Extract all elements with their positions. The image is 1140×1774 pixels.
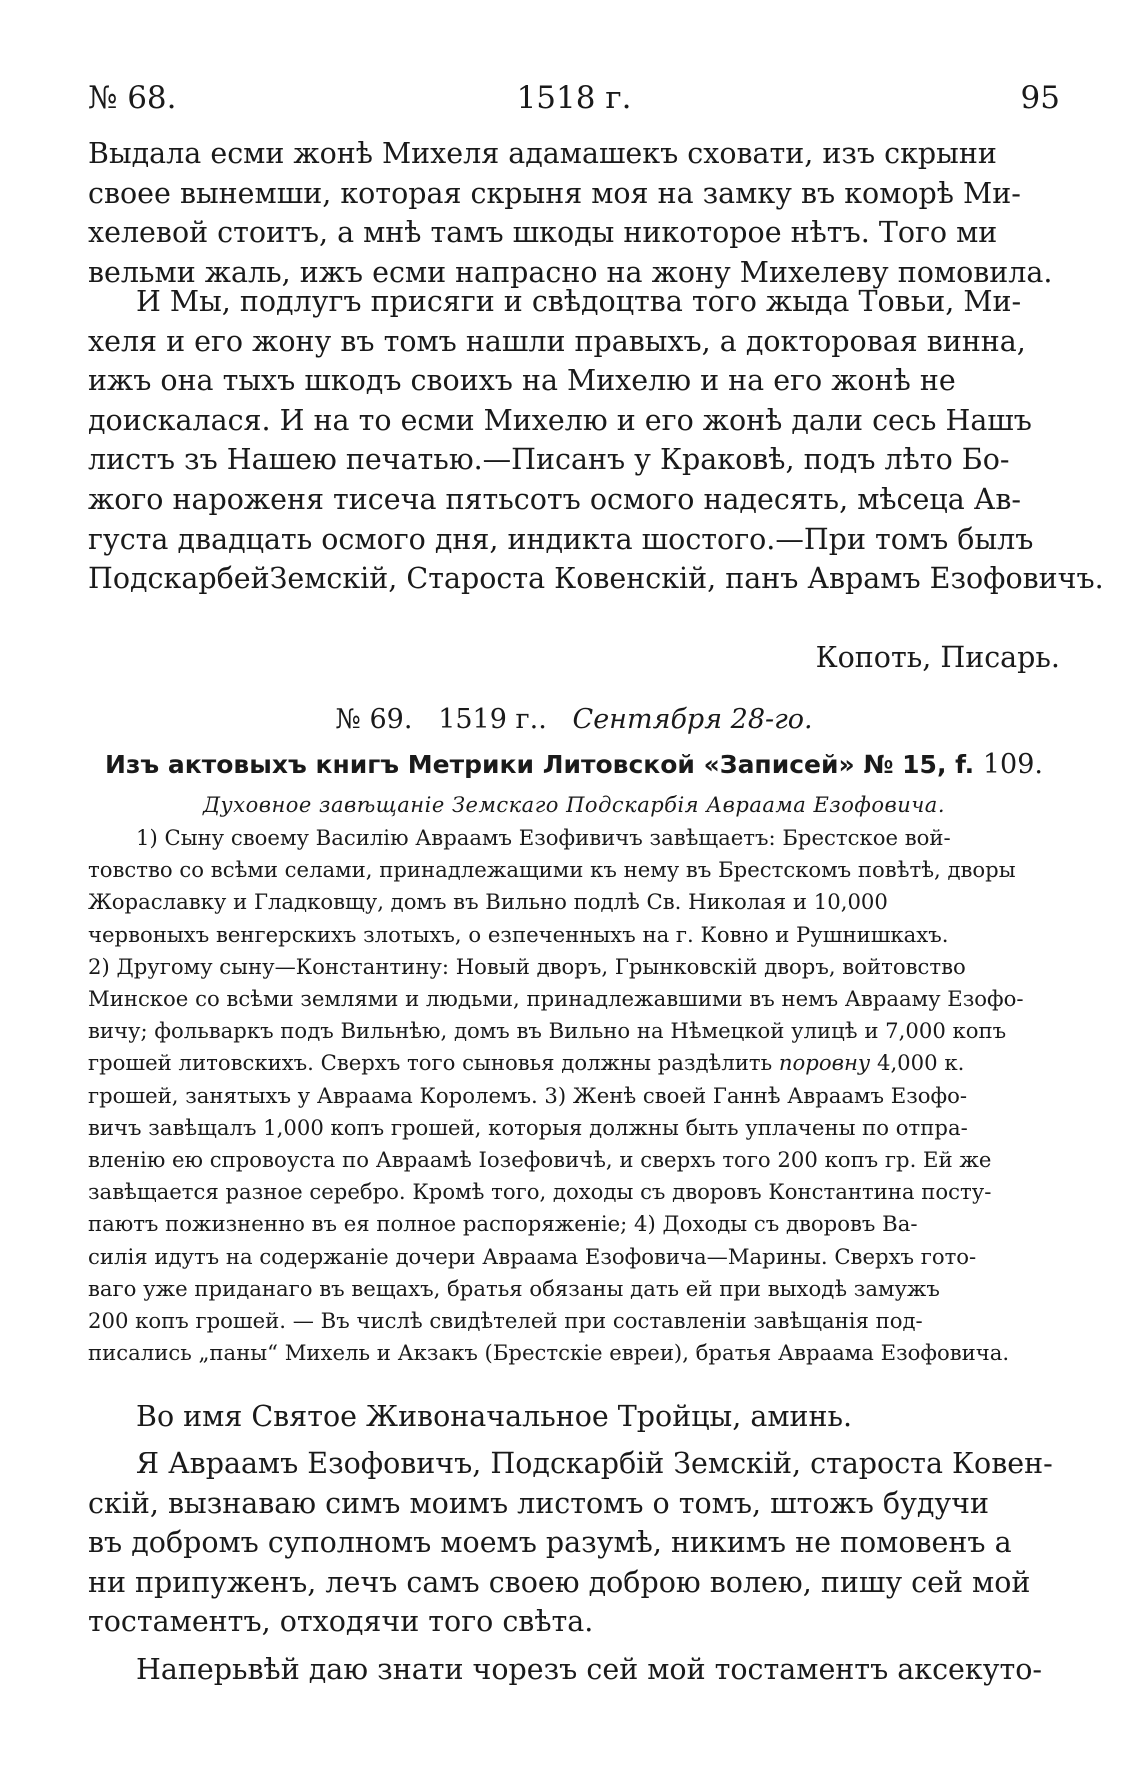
regest-line: 2) Другому сыну—Константину: Новый дворъ, Грынковскій дворъ, войтовство — [88, 953, 966, 979]
source-text: Изъ актовыхъ книгъ Метрики Литовской «Записей» № 15, f. — [104, 750, 975, 779]
regest-line: вленію ею спровоуста по Авраамѣ Іозефовичѣ, и сверхъ того 200 копъ гр. Ей же — [88, 1147, 992, 1173]
emphasis-text: поровну — [778, 1050, 871, 1076]
regest-line: ваго уже приданаго въ вещахъ, братья обязаны дать ей при выходѣ замужъ — [88, 1275, 940, 1301]
regest-line: Минское со всѣми землями и людьми, принадлежавшими въ немъ Аврааму Езофо- — [88, 986, 1024, 1012]
regest-line: грошей, занятыхъ у Авраама Королемъ. 3) Женѣ своей Ганнѣ Авраамъ Езофо- — [88, 1082, 968, 1108]
header-year: 1518 г. — [516, 80, 632, 116]
subtitle-text: Духовное завѣщаніе Земскаго Подскарбія Авраама Езофовича. — [202, 793, 945, 817]
regest-line: писались „паны“ Михель и Акзакъ (Брестскіе евреи), братья Авраама Езофовича. — [88, 1340, 1010, 1366]
paragraph-5 — [88, 1650, 1060, 1690]
header-document-number: № 68. — [88, 80, 177, 116]
regest-line: вичу; фольваркъ подъ Вильнѣю, домъ въ Вильно на Нѣмецкой улицѣ и 7,000 копъ — [88, 1018, 1007, 1044]
document-subtitle — [88, 790, 1060, 820]
text-line: ПодскарбейЗемскій, Староста Ковенскій, панъ Аврамъ Езофовичъ. — [88, 562, 1104, 596]
text-line: хелевой стоитъ, а мнѣ тамъ шкоды никоторое нѣтъ. Того ми — [88, 216, 998, 250]
document-heading — [88, 700, 1060, 740]
text-line: ижъ она тыхъ шкодъ своихъ на Михелю и на его жонѣ не — [88, 364, 956, 398]
text-line: Во имя Святое Живоначальное Тройцы, аминь. — [136, 1400, 853, 1433]
regest-line: паютъ пожизненно въ ея полное распоряженіе; 4) Доходы съ дворовъ Ва- — [88, 1211, 918, 1237]
regest-text: 4,000 к. — [876, 1050, 965, 1076]
regest-line: 1) Сыну своему Василію Авраамъ Езофивичъ завѣщаетъ: Брестское вой- — [136, 825, 951, 850]
regest-line: вичъ завѣщалъ 1,000 копъ грошей, которыя должны быть уплачены по отпра- — [88, 1114, 968, 1140]
regest-line: силія идутъ на содержаніе дочери Авраама Езофовича—Марины. Сверхъ гото- — [88, 1243, 977, 1269]
text-line: своее вынемши, которая скрыня моя на замку въ коморѣ Ми- — [88, 176, 1021, 210]
signature-text: Копоть, Писарь. — [815, 641, 1060, 674]
regest-line: товство со всѣми селами, принадлежащими къ нему въ Брестскомъ повѣтѣ, дворы — [88, 857, 1016, 883]
text-line: скій, вызнаваю симъ моимъ листомъ о томъ, штожъ будучи — [88, 1486, 989, 1520]
text-line: тостаментъ, отходячи того свѣта. — [88, 1605, 594, 1639]
paragraph-1 — [88, 134, 1060, 292]
text-line: вельми жаль, ижъ есми напрасно на жону Михелеву помовила. — [88, 255, 1053, 289]
regest-text: грошей литовскихъ. Сверхъ того сыновья должны раздѣлить — [88, 1050, 773, 1076]
regest-line — [88, 1047, 1060, 1079]
document-year: 1519 г.. — [438, 704, 547, 735]
regest-summary — [88, 822, 1060, 1369]
signature — [88, 638, 1060, 678]
text-line: И Мы, подлугъ присяги и свѣдоцтва того жыда Товьи, Ми- — [136, 285, 1022, 318]
paragraph-2 — [88, 282, 1104, 599]
page-number: 95 — [1020, 80, 1060, 116]
text-line: хеля и его жону въ томъ нашли правыхъ, а докторовая винна, — [88, 324, 1026, 358]
text-line: жого нароженя тисеча пятьсотъ осмого надесять, мѣсеца Ав- — [88, 482, 1022, 516]
document-date: Сентября 28-го. — [572, 704, 813, 735]
text-line: листъ зъ Нашею печатью.—Писанъ у Краковѣ, подъ лѣто Бо- — [88, 443, 1010, 477]
folio-number: 109. — [982, 749, 1043, 780]
regest-line: Жораславку и Гладковщу, домъ въ Вильно подлѣ Св. Николая и 10,000 — [88, 889, 888, 915]
text-line: Наперьвѣй даю знати чорезъ сей мой тостаментъ аксекуто- — [136, 1653, 1043, 1686]
text-line: въ добромъ суполномъ моемъ разумѣ, никимъ не помовенъ а — [88, 1526, 1012, 1560]
text-line: густа двадцать осмого дня, индикта шостого.—При томъ былъ — [88, 522, 1034, 556]
page-header — [88, 72, 1060, 124]
text-line: доискалася. И на то есми Михелю и его жонѣ дали сесь Нашъ — [88, 403, 1032, 437]
regest-line: червоныхъ венгерскихъ злотыхъ, о езпеченныхъ на г. Ковно и Рушнишкахъ. — [88, 921, 949, 947]
source-reference — [88, 745, 1060, 785]
regest-line: завѣщается разное серебро. Кромѣ того, доходы съ дворовъ Константина посту- — [88, 1179, 992, 1205]
regest-line: 200 копъ грошей. — Въ числѣ свидѣтелей при составленіи завѣщанія под- — [88, 1308, 923, 1334]
text-line: ни припуженъ, лечъ самъ своею доброю волею, пишу сей мой — [88, 1565, 1031, 1599]
paragraph-4 — [88, 1444, 1060, 1642]
text-line: Выдала есми жонѣ Михеля адамашекъ сховати, изъ скрыни — [88, 137, 997, 170]
text-line: Я Авраамъ Езофовичъ, Подскарбій Земскій, староста Ковен- — [136, 1447, 1053, 1480]
paragraph-3 — [88, 1397, 1060, 1437]
document-number: № 69. — [335, 704, 413, 735]
